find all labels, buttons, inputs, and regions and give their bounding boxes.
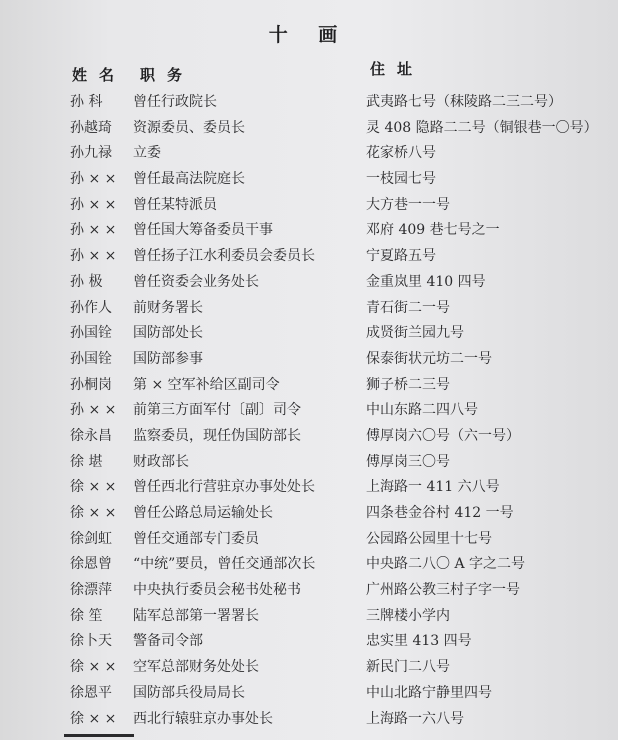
person-address: 新民门二八号 xyxy=(366,659,450,676)
person-name: 徐 堪 xyxy=(70,453,103,470)
table-row xyxy=(0,450,618,476)
person-address: 狮子桥二三号 xyxy=(366,376,450,393)
table-row xyxy=(0,681,618,707)
person-role: 警备司令部 xyxy=(133,633,203,650)
person-name: 孙 × × xyxy=(70,196,117,213)
header-address: 住址 xyxy=(370,60,425,78)
person-name: 孙 × × xyxy=(70,248,117,265)
person-name: 徐 × × xyxy=(70,505,117,521)
person-name: 徐恩曾 xyxy=(70,556,112,573)
person-role: 曾任西北行营驻京办事处处长 xyxy=(133,479,315,496)
person-role: 曾任公路总局运输处长 xyxy=(133,505,273,521)
table-row xyxy=(0,321,618,347)
footnote-rule xyxy=(64,734,134,737)
person-name: 孙 × × xyxy=(70,171,117,188)
person-role: 国防部兵役局局长 xyxy=(133,684,245,701)
person-role: 第 × 空军补给区副司令 xyxy=(133,376,280,393)
person-role: 国防部参事 xyxy=(133,350,203,367)
table-row xyxy=(0,167,618,193)
person-role: 曾任行政院长 xyxy=(133,94,217,110)
section-title: 十 画 xyxy=(268,24,350,46)
person-name: 孙越琦 xyxy=(70,119,112,136)
person-address: 武夷路七号（秣陵路二三二号） xyxy=(366,94,562,110)
person-address: 大方巷一一号 xyxy=(366,196,450,213)
table-row xyxy=(0,373,618,399)
person-role: 监察委员，现任伪国防部长 xyxy=(133,427,301,444)
table-row xyxy=(0,501,618,527)
person-role: 立委 xyxy=(133,145,161,162)
person-address: 傅厚岗三〇号 xyxy=(366,453,450,470)
person-address: 宁夏路五号 xyxy=(366,248,436,265)
person-role: 曾任扬子江水利委员会委员长 xyxy=(133,248,315,265)
person-role: 曾任资委会业务处长 xyxy=(133,273,259,290)
person-name: 徐恩平 xyxy=(70,684,112,701)
person-role: 曾任某特派员 xyxy=(133,196,217,213)
table-row xyxy=(0,629,618,655)
person-address: 保泰街状元坊二一号 xyxy=(366,350,492,367)
table-row xyxy=(0,604,618,630)
person-address: 灵 408 隐路二二号（铜银巷一〇号） xyxy=(366,119,598,136)
person-name: 孙作人 xyxy=(70,299,112,316)
person-name: 孙 极 xyxy=(70,273,103,290)
person-name: 徐 × × xyxy=(70,479,117,496)
person-role: 曾任国大筹备委员干事 xyxy=(133,222,273,239)
header-role: 职务 xyxy=(140,66,195,84)
person-address: 上海路一 411 六八号 xyxy=(366,479,500,496)
person-name: 孙桐岗 xyxy=(70,376,112,393)
person-role: 财政部长 xyxy=(133,453,189,470)
person-role: 曾任最高法院庭长 xyxy=(133,171,245,188)
person-name: 徐 × × xyxy=(70,710,117,727)
person-name: 孙 × × xyxy=(70,222,117,239)
person-name: 孙九禄 xyxy=(70,145,112,162)
person-address: 忠实里 413 四号 xyxy=(366,633,472,650)
person-address: 四条巷金谷村 412 一号 xyxy=(366,505,514,521)
person-name: 徐 笙 xyxy=(70,607,103,624)
person-role: 空军总部财务处处长 xyxy=(133,659,259,676)
person-role: 前财务署长 xyxy=(133,299,203,316)
person-name: 徐 × × xyxy=(70,659,117,676)
person-address: 中央路二八〇 A 字之二号 xyxy=(366,556,526,573)
table-row xyxy=(0,193,618,219)
person-name: 孙国铨 xyxy=(70,325,112,342)
person-name: 徐永昌 xyxy=(70,427,112,444)
person-address: 傅厚岗六〇号（六一号） xyxy=(366,427,520,444)
person-role: 陆军总部第一署署长 xyxy=(133,607,259,624)
table-row xyxy=(0,296,618,322)
table-row xyxy=(0,347,618,373)
person-name: 徐漂萍 xyxy=(70,582,112,599)
person-address: 三牌楼小学内 xyxy=(366,607,450,624)
person-address: 邓府 409 巷七号之一 xyxy=(366,222,500,239)
table-row xyxy=(0,90,618,116)
person-name: 孙 科 xyxy=(70,94,103,110)
table-row xyxy=(0,244,618,270)
table-row xyxy=(0,424,618,450)
person-name: 孙国铨 xyxy=(70,350,112,367)
person-address: 青石街二一号 xyxy=(366,299,450,316)
person-address: 花家桥八号 xyxy=(366,145,436,162)
person-role: 前第三方面军付〔副〕司令 xyxy=(133,402,301,419)
person-role: “中统”要员，曾任交通部次长 xyxy=(133,556,316,573)
person-address: 金重岚里 410 四号 xyxy=(366,273,486,290)
table-row xyxy=(0,655,618,681)
table-row xyxy=(0,398,618,424)
table-row xyxy=(0,707,618,733)
person-name: 徐剑虹 xyxy=(70,530,112,547)
person-role: 西北行辕驻京办事处长 xyxy=(133,710,273,727)
person-name: 孙 × × xyxy=(70,402,117,419)
person-address: 一枝园七号 xyxy=(366,171,436,188)
header-name: 姓名 xyxy=(72,66,127,84)
person-address: 公园路公园里十七号 xyxy=(366,530,492,547)
person-role: 资源委员、委员长 xyxy=(133,119,245,136)
table-row xyxy=(0,552,618,578)
table-row xyxy=(0,578,618,604)
person-address: 上海路一六八号 xyxy=(366,710,464,727)
person-role: 中央执行委员会秘书处秘书 xyxy=(133,582,301,599)
table-row xyxy=(0,218,618,244)
person-role: 曾任交通部专门委员 xyxy=(133,530,259,547)
table-row xyxy=(0,527,618,553)
table-row xyxy=(0,116,618,142)
person-address: 中山北路宁静里四号 xyxy=(366,684,492,701)
person-address: 广州路公教三村子字一号 xyxy=(366,582,520,599)
directory-list xyxy=(0,90,618,732)
table-row xyxy=(0,141,618,167)
person-address: 中山东路二四八号 xyxy=(366,402,478,419)
person-role: 国防部处长 xyxy=(133,325,203,342)
person-name: 徐卜天 xyxy=(70,633,112,650)
table-row xyxy=(0,270,618,296)
table-row xyxy=(0,475,618,501)
person-address: 成贤街兰园九号 xyxy=(366,325,464,342)
